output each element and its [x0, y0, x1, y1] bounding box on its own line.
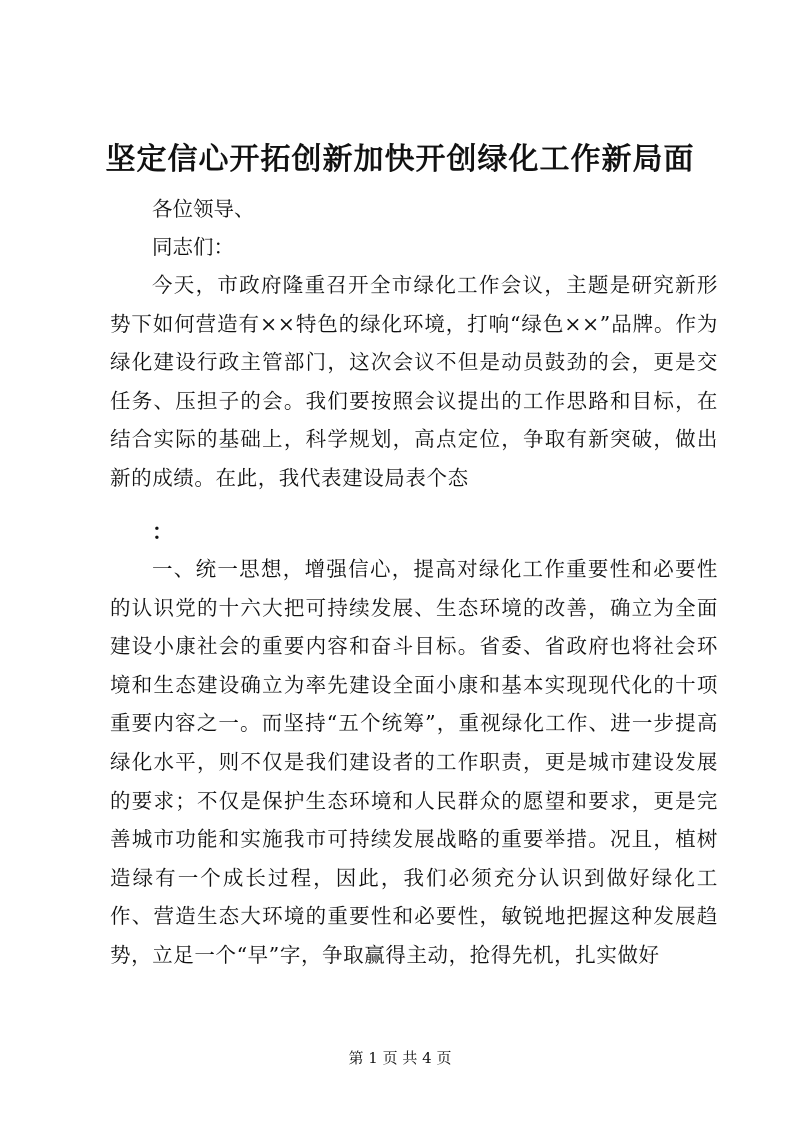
paragraph-intro: 今天，市政府隆重召开全市绿化工作会议，主题是研究新形势下如何营造有××特色的绿化环境，打响“绿色××”品牌。作为绿化建设行政主管部门，这次会议不但是动员鼓劲的会，更是交任务、压担子的会。我们要按照会议提出的工作思路和目标，在结合实际的基础上，科学规划，高点定位，争取有新突破，做出新的成绩。在此，我代表建设局表个态 — [110, 273, 718, 490]
document-title: 坚定信心开拓创新加快开创绿化工作新局面 — [105, 142, 695, 177]
salutation-leaders: 各位领导、 — [152, 197, 255, 221]
paragraph-colon: ： — [152, 519, 173, 544]
paragraph-section-one: 一、统一思想，增强信心，提高对绿化工作重要性和必要性的认识党的十六大把可持续发展、生态环境的改善，确立为全面建设小康社会的重要内容和奋斗目标。省委、省政府也将社会环境和生态建设确立为率先建设全面小康和基本实现现代化的十项重要内容之一。而坚持“五个统筹”，重视绿化工作、进一步提高绿化水平，则不仅是我们建设者的工作职责，更是城市建设发展的要求；不仅是保护生态环境和人民群众的愿望和要求，更是完善城市功能和实施我市可持续发展战略的重要举措。况且，植树造绿有一个成长过程，因此，我们必须充分认识到做好绿化工作、营造生态大环境的重要性和必要性，敏锐地把握这种发展趋势，立足一个“早”字，争取赢得主动，抢得先机，扎实做好 — [110, 557, 718, 967]
salutation-comrades: 同志们： — [152, 235, 234, 259]
page-number-footer: 第 1 页 共 4 页 — [348, 1049, 452, 1067]
